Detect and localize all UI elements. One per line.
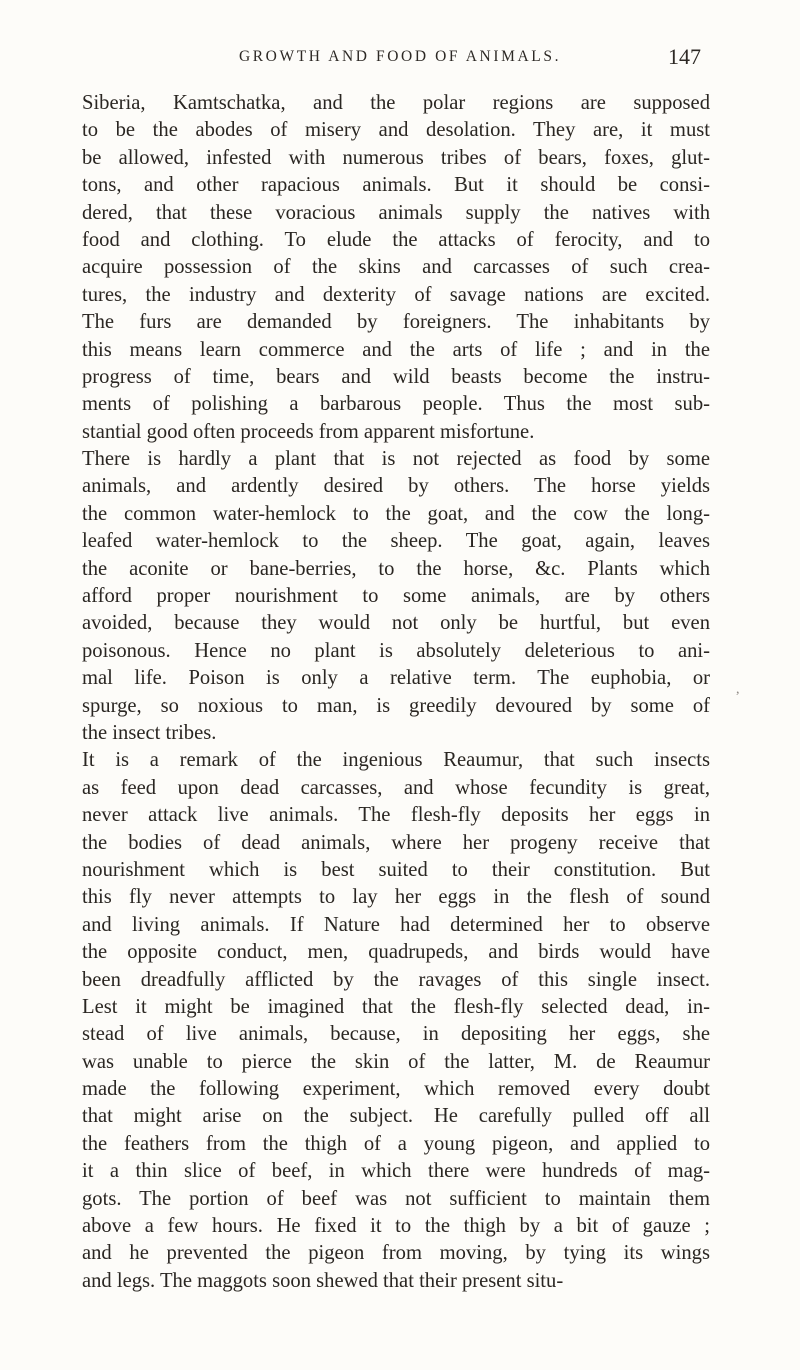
text-line: nourishment which is best suited to their constitution. But [82,858,710,881]
text-line: The furs are demanded by foreigners. The inhabitants by [82,311,710,334]
text-line: It is a remark of the ingenious Reaumur, that such insects [82,749,710,772]
text-line: stantial good often proceeds from apparent misfortune. [82,420,535,443]
text-line: afford proper nourishment to some animals, are by others [82,585,710,608]
text-line: the bodies of dead animals, where her progeny receive that [82,831,710,854]
text-line: leafed water-hemlock to the sheep. The goat, again, leaves [82,530,710,553]
margin-speck: , [736,682,740,697]
text-line: be allowed, infested with numerous tribes of bears, foxes, glut- [82,146,710,169]
text-line: the aconite or bane-berries, to the horse, &c. Plants which [82,557,710,580]
text-line: dered, that these voracious animals supply the natives with [82,201,710,224]
text-line: and he prevented the pigeon from moving, by tying its wings [82,1242,710,1265]
text-line: poisonous. Hence no plant is absolutely deleterious to ani- [82,639,710,662]
text-line: mal life. Poison is only a relative term. The euphobia, or [82,667,710,690]
text-line: spurge, so noxious to man, is greedily devoured by some of [82,694,710,717]
text-line: that might arise on the subject. He carefully pulled off all [82,1105,710,1128]
text-line: and legs. The maggots soon shewed that their present situ- [82,1269,564,1292]
text-line: never attack live animals. The flesh-fly deposits her eggs in [82,804,710,827]
text-line: the opposite conduct, men, quadrupeds, and birds would have [82,941,710,964]
text-line: There is hardly a plant that is not rejected as food by some [82,448,710,471]
text-line: tons, and other rapacious animals. But it should be consi- [82,174,710,197]
text-line: made the following experiment, which removed every doubt [82,1078,710,1101]
text-line: food and clothing. To elude the attacks of ferocity, and to [82,228,710,251]
text-line: this fly never attempts to lay her eggs in the flesh of sound [82,886,710,909]
text-line: the common water-hemlock to the goat, and the cow the long- [82,502,710,525]
text-line: it a thin slice of beef, in which there were hundreds of mag- [82,1160,710,1183]
text-line: gots. The portion of beef was not sufficient to maintain them [82,1187,710,1210]
text-line: avoided, because they would not only be hurtful, but even [82,612,710,635]
text-line: above a few hours. He fixed it to the thigh by a bit of gauze ; [82,1215,710,1238]
text-line: tures, the industry and dexterity of savage nations are excited. [82,283,710,306]
text-line: to be the abodes of misery and desolation. They are, it must [82,119,710,142]
text-line: ments of polishing a barbarous people. Thus the most sub- [82,393,710,416]
text-line: acquire possession of the skins and carcasses of such crea- [82,256,710,279]
running-head: GROWTH AND FOOD OF ANIMALS. [238,48,562,65]
body-text [82,90,710,1295]
text-line: and living animals. If Nature had determined her to observe [82,913,710,936]
text-line: Lest it might be imagined that the flesh-fly selected dead, in- [82,995,710,1018]
text-line: progress of time, bears and wild beasts become the instru- [82,365,710,388]
text-line: Siberia, Kamtschatka, and the polar regions are supposed [82,92,710,114]
text-line: this means learn commerce and the arts of life ; and in the [82,338,710,361]
text-line: as feed upon dead carcasses, and whose fecundity is great, [82,776,710,799]
text-line: was unable to pierce the skin of the latter, M. de Reaumur [82,1050,710,1073]
text-line: animals, and ardently desired by others. The horse yields [82,475,710,498]
text-line: the feathers from the thigh of a young pigeon, and applied to [82,1132,710,1155]
text-line: been dreadfully afflicted by the ravages of this single insect. [82,968,710,991]
text-line: the insect tribes. [82,721,217,744]
page-number: 147 [668,44,701,69]
text-line: stead of live animals, because, in depositing her eggs, she [82,1023,710,1046]
